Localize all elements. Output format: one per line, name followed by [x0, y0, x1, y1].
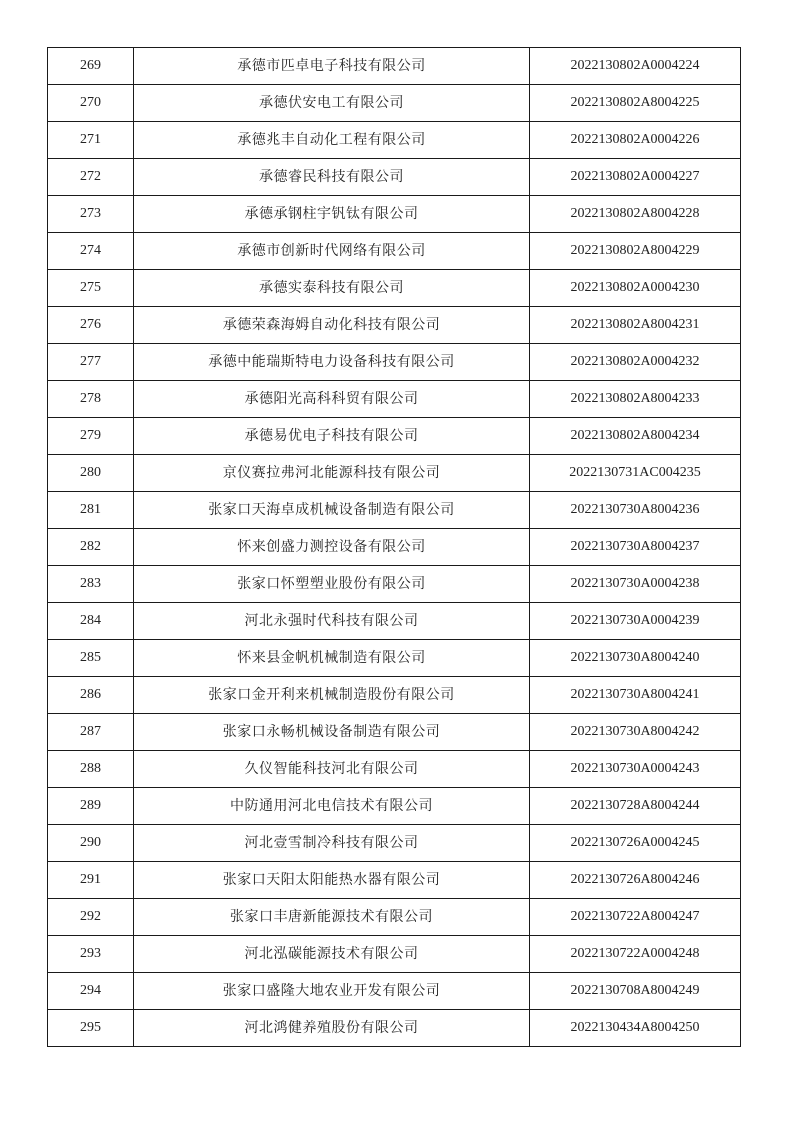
row-number-cell: 293: [48, 936, 134, 973]
registration-code-cell: 2022130722A8004247: [530, 899, 741, 936]
table-row: [48, 381, 741, 418]
row-number-cell: 279: [48, 418, 134, 455]
table-row: [48, 492, 741, 529]
row-number-cell: 275: [48, 270, 134, 307]
company-name-cell: 河北永强时代科技有限公司: [134, 603, 530, 640]
table-row: [48, 122, 741, 159]
company-name-cell: 张家口金开利来机械制造股份有限公司: [134, 677, 530, 714]
company-name-cell: 承德实泰科技有限公司: [134, 270, 530, 307]
company-name-cell: 承德兆丰自动化工程有限公司: [134, 122, 530, 159]
table-row: [48, 529, 741, 566]
row-number-cell: 294: [48, 973, 134, 1010]
company-name-cell: 河北壹雪制冷科技有限公司: [134, 825, 530, 862]
registration-code-cell: 2022130730A8004236: [530, 492, 741, 529]
table-row: [48, 159, 741, 196]
table-row: [48, 418, 741, 455]
registration-code-cell: 2022130730A0004238: [530, 566, 741, 603]
table-row: [48, 1010, 741, 1047]
registration-code-cell: 2022130730A0004239: [530, 603, 741, 640]
table-row: [48, 566, 741, 603]
table-row: [48, 640, 741, 677]
table-row: [48, 973, 741, 1010]
registration-code-cell: 2022130730A8004241: [530, 677, 741, 714]
registration-code-cell: 2022130731AC004235: [530, 455, 741, 492]
row-number-cell: 292: [48, 899, 134, 936]
company-name-cell: 承德市创新时代网络有限公司: [134, 233, 530, 270]
registration-code-cell: 2022130802A0004232: [530, 344, 741, 381]
table-row: [48, 307, 741, 344]
company-name-cell: 承德中能瑞斯特电力设备科技有限公司: [134, 344, 530, 381]
registration-code-cell: 2022130802A8004228: [530, 196, 741, 233]
registration-code-cell: 2022130802A8004225: [530, 85, 741, 122]
registration-code-cell: 2022130434A8004250: [530, 1010, 741, 1047]
table-row: [48, 455, 741, 492]
registration-code-cell: 2022130802A0004230: [530, 270, 741, 307]
row-number-cell: 281: [48, 492, 134, 529]
table-row: [48, 233, 741, 270]
company-name-cell: 承德易优电子科技有限公司: [134, 418, 530, 455]
company-name-cell: 承德阳光高科科贸有限公司: [134, 381, 530, 418]
row-number-cell: 280: [48, 455, 134, 492]
row-number-cell: 287: [48, 714, 134, 751]
table-row: [48, 751, 741, 788]
company-name-cell: 久仪智能科技河北有限公司: [134, 751, 530, 788]
registration-code-cell: 2022130730A8004240: [530, 640, 741, 677]
row-number-cell: 291: [48, 862, 134, 899]
row-number-cell: 271: [48, 122, 134, 159]
row-number-cell: 278: [48, 381, 134, 418]
registration-code-cell: 2022130802A8004233: [530, 381, 741, 418]
table-row: [48, 936, 741, 973]
registration-code-cell: 2022130726A0004245: [530, 825, 741, 862]
row-number-cell: 284: [48, 603, 134, 640]
row-number-cell: 273: [48, 196, 134, 233]
registration-code-cell: 2022130730A8004237: [530, 529, 741, 566]
table-row: [48, 714, 741, 751]
table-body: [48, 48, 741, 1047]
company-name-cell: 承德睿民科技有限公司: [134, 159, 530, 196]
row-number-cell: 276: [48, 307, 134, 344]
table-row: [48, 48, 741, 85]
company-registry-table: [47, 47, 741, 1047]
row-number-cell: 285: [48, 640, 134, 677]
table-row: [48, 862, 741, 899]
company-name-cell: 怀来创盛力测控设备有限公司: [134, 529, 530, 566]
row-number-cell: 290: [48, 825, 134, 862]
company-name-cell: 承德伏安电工有限公司: [134, 85, 530, 122]
table-row: [48, 85, 741, 122]
company-name-cell: 张家口永畅机械设备制造有限公司: [134, 714, 530, 751]
table-row: [48, 603, 741, 640]
registration-code-cell: 2022130802A8004234: [530, 418, 741, 455]
row-number-cell: 274: [48, 233, 134, 270]
company-name-cell: 承德市匹卓电子科技有限公司: [134, 48, 530, 85]
registration-code-cell: 2022130726A8004246: [530, 862, 741, 899]
registration-code-cell: 2022130708A8004249: [530, 973, 741, 1010]
row-number-cell: 269: [48, 48, 134, 85]
company-name-cell: 张家口怀塑塑业股份有限公司: [134, 566, 530, 603]
registration-code-cell: 2022130802A8004231: [530, 307, 741, 344]
company-name-cell: 承德荣森海姆自动化科技有限公司: [134, 307, 530, 344]
company-name-cell: 河北泓碳能源技术有限公司: [134, 936, 530, 973]
row-number-cell: 272: [48, 159, 134, 196]
table-row: [48, 788, 741, 825]
row-number-cell: 288: [48, 751, 134, 788]
company-name-cell: 张家口丰唐新能源技术有限公司: [134, 899, 530, 936]
table-row: [48, 899, 741, 936]
table-row: [48, 196, 741, 233]
registration-code-cell: 2022130802A8004229: [530, 233, 741, 270]
company-name-cell: 京仪赛拉弗河北能源科技有限公司: [134, 455, 530, 492]
registration-code-cell: 2022130730A8004242: [530, 714, 741, 751]
company-name-cell: 承德承钢柱宇钒钛有限公司: [134, 196, 530, 233]
table-row: [48, 270, 741, 307]
registration-code-cell: 2022130802A0004227: [530, 159, 741, 196]
company-name-cell: 张家口盛隆大地农业开发有限公司: [134, 973, 530, 1010]
table-row: [48, 677, 741, 714]
table-row: [48, 825, 741, 862]
registration-code-cell: 2022130802A0004226: [530, 122, 741, 159]
row-number-cell: 289: [48, 788, 134, 825]
company-name-cell: 河北鸿健养殖股份有限公司: [134, 1010, 530, 1047]
registration-code-cell: 2022130730A0004243: [530, 751, 741, 788]
row-number-cell: 295: [48, 1010, 134, 1047]
row-number-cell: 282: [48, 529, 134, 566]
table-row: [48, 344, 741, 381]
row-number-cell: 286: [48, 677, 134, 714]
row-number-cell: 283: [48, 566, 134, 603]
row-number-cell: 277: [48, 344, 134, 381]
row-number-cell: 270: [48, 85, 134, 122]
company-name-cell: 中防通用河北电信技术有限公司: [134, 788, 530, 825]
company-name-cell: 怀来县金帆机械制造有限公司: [134, 640, 530, 677]
company-name-cell: 张家口天海卓成机械设备制造有限公司: [134, 492, 530, 529]
company-name-cell: 张家口天阳太阳能热水器有限公司: [134, 862, 530, 899]
registration-code-cell: 2022130728A8004244: [530, 788, 741, 825]
registration-code-cell: 2022130722A0004248: [530, 936, 741, 973]
registration-code-cell: 2022130802A0004224: [530, 48, 741, 85]
